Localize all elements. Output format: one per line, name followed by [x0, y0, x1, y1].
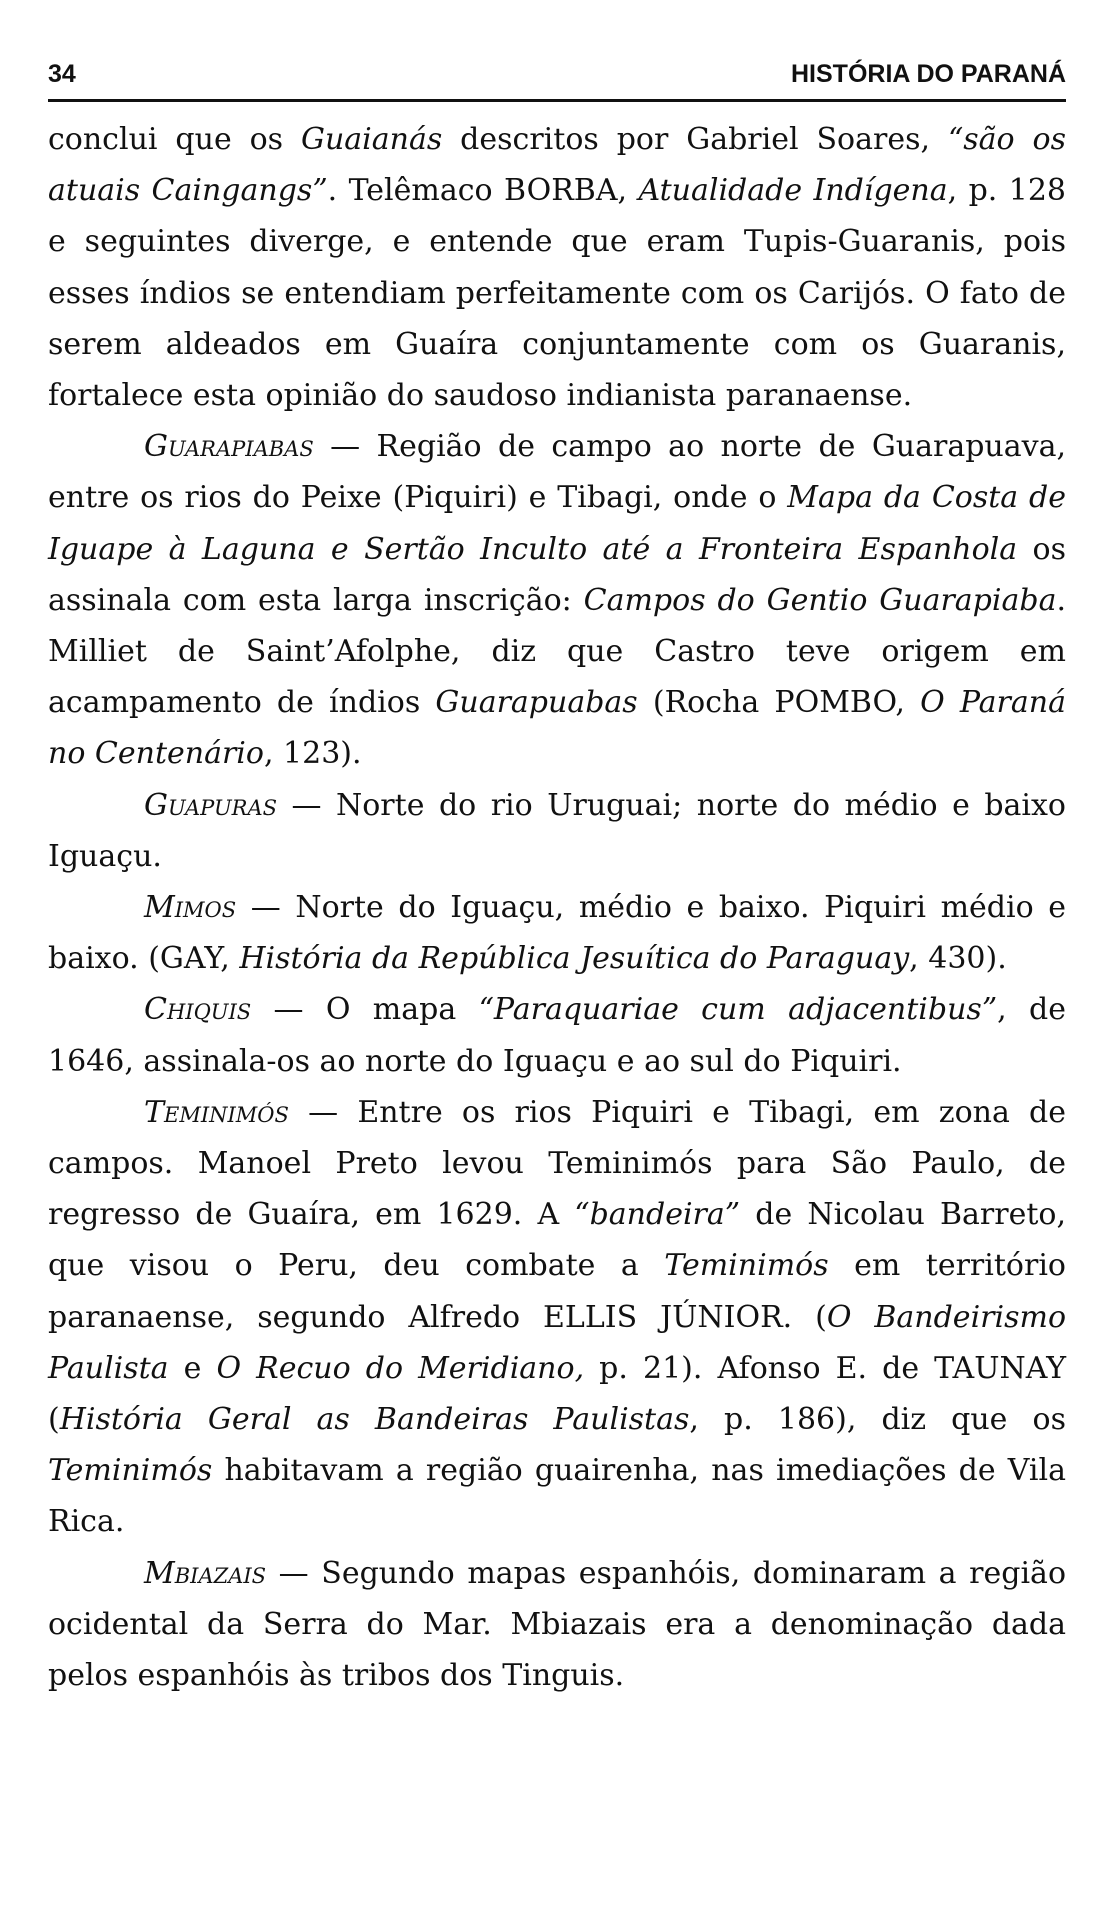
- text-run: , 123).: [263, 736, 362, 772]
- entry-heading: Mbiazais: [144, 1555, 267, 1591]
- header-rule: [48, 99, 1066, 102]
- italic-text: O Paraná no Centenário: [48, 685, 1066, 772]
- text-run: e: [168, 1350, 217, 1386]
- entry-heading: Chiquis: [144, 992, 252, 1028]
- italic-text: Guaianás: [301, 122, 443, 157]
- text-run: — Região de campo ao norte de Guarapuava, entre os rios do Peixe (Piquiri) e Tibagi, onde o: [48, 429, 1066, 516]
- text-run: habitavam a região guairenha, nas imediações de Vila Rica.: [48, 1453, 1066, 1540]
- text-run: , p. 128 e seguintes diverge, e entende que eram Tupis-Guaranis, pois esses índios se entendiam perfeitamente com os Carijós. O fato de serem aldeados em Guaíra conjuntamente com os Guaranis, fortalece esta opinião do saudoso indianista paranaense.: [48, 173, 1067, 414]
- italic-text: Campos do Gentio Guarapiaba: [583, 582, 1057, 618]
- italic-text: Atualidade Indígena: [638, 173, 948, 209]
- italic-text: O Recuo do Meridiano,: [216, 1350, 585, 1386]
- entry-paragraph: [48, 1548, 1066, 1702]
- text-run: os assinala com esta larga inscrição:: [48, 531, 1066, 618]
- page-header: [48, 60, 1066, 99]
- entry-heading: Teminimós: [144, 1094, 289, 1130]
- text-run: — Norte do rio Uruguai; norte do médio e baixo Iguaçu.: [48, 787, 1066, 874]
- text-run: — Segundo mapas espanhóis, dominaram a região ocidental da Serra do Mar. Mbiazais era a denominação dada pelos espanhóis às tribos dos Tinguis.: [48, 1555, 1066, 1694]
- text-run: , de 1646, assinala-os ao norte do Iguaçu e ao sul do Piquiri.: [48, 992, 1066, 1079]
- entry-paragraph: [48, 882, 1066, 984]
- italic-text: Guarapuabas: [435, 685, 638, 721]
- continued-paragraph: [48, 114, 1066, 421]
- book-page: [48, 60, 1066, 1701]
- italic-text: História Geral as Bandeiras Paulistas: [59, 1402, 690, 1438]
- text-run: — Entre os rios Piquiri e Tibagi, em zona de campos. Manoel Preto levou Teminimós para São Paulo, de regresso de Guaíra, em 1629. A: [48, 1094, 1066, 1233]
- entry-heading: Guapuras: [144, 787, 278, 823]
- running-title: HISTÓRIA DO PARANÁ: [791, 60, 1066, 88]
- text-run: em território paranaense, segundo Alfredo ELLIS JÚNIOR. (: [48, 1248, 1066, 1335]
- text-run: . Telêmaco BORBA,: [327, 173, 639, 209]
- entry-heading: Guarapiabas: [144, 429, 314, 465]
- entry-heading: Mimos: [144, 890, 237, 926]
- italic-text: Teminimós: [664, 1248, 829, 1284]
- italic-text: “são os atuais Caingangs”: [48, 122, 1066, 209]
- text-run: — Norte do Iguaçu, médio e baixo. Piquiri médio e baixo. (GAY,: [48, 890, 1066, 977]
- text-run: . Milliet de Saint’Afolphe, diz que Castro teve origem em acampamento de índios: [48, 582, 1067, 721]
- text-run: conclui que os: [48, 122, 301, 157]
- text-run: (Rocha POMBO,: [637, 685, 921, 721]
- italic-text: Teminimós: [48, 1453, 213, 1489]
- italic-text: “bandeira”: [574, 1197, 741, 1233]
- text-run: de Nicolau Barreto, que visou o Peru, deu combate a: [48, 1197, 1066, 1284]
- entry-paragraph: [48, 421, 1066, 779]
- text-run: descritos por Gabriel Soares,: [442, 122, 948, 157]
- italic-text: História da República Jesuítica do Paraguay: [239, 941, 910, 977]
- body-text: [48, 114, 1066, 1701]
- entry-paragraph: [48, 1087, 1066, 1548]
- page-number: 34: [48, 60, 76, 88]
- text-run: — O mapa: [251, 992, 479, 1028]
- entry-paragraph: [48, 780, 1066, 882]
- text-run: , 430).: [909, 941, 1007, 977]
- entry-paragraph: [48, 984, 1066, 1086]
- text-run: , p. 186), diz que os: [689, 1402, 1066, 1438]
- italic-text: Mapa da Costa de Iguape à Laguna e Sertão Inculto até a Fronteira Espanhola: [48, 480, 1066, 567]
- text-run: p. 21). Afonso E. de TAUNAY (: [48, 1350, 1066, 1438]
- italic-text: O Bandeirismo Paulista: [48, 1299, 1067, 1386]
- italic-text: “Paraquariae cum adjacentibus”: [478, 992, 998, 1028]
